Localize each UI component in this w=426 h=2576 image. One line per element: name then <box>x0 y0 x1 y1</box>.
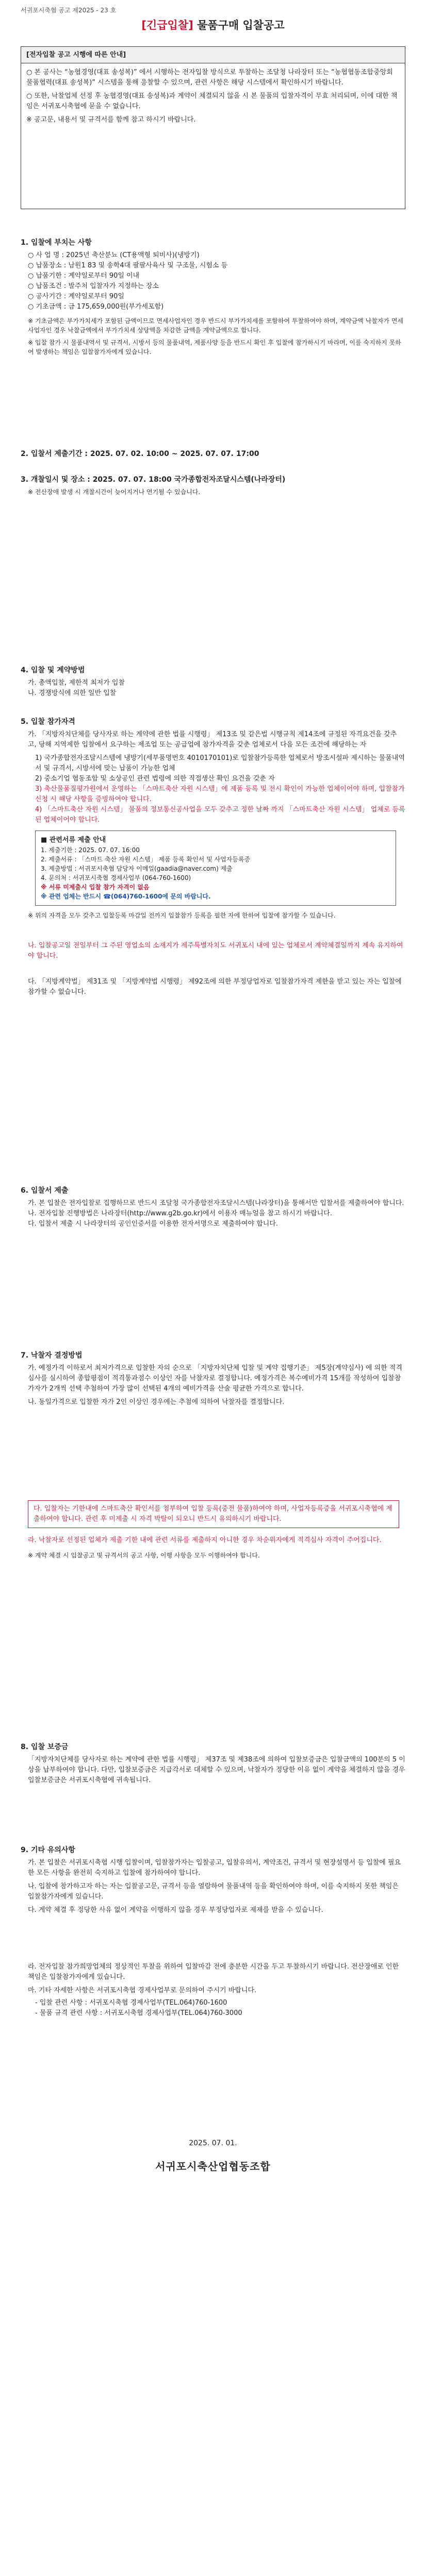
section-4-item: 나. 경쟁방식에 의한 일반 입찰 <box>28 689 117 697</box>
section-5-item: 4) 「스마트축산 자원 시스템」 물품의 정보통신공사업을 모두 갖추고 정한 날짜 까지 「스마트축산 자원 시스템」 업체로 등록된 업체이어야 합니다. <box>35 806 405 824</box>
section-3 <box>21 474 405 497</box>
section-1-item: ○ 기초금액 : 금 175,659,000원(부가세포함) <box>28 303 164 311</box>
section-1-item: ○ 납품장소 : 남원1 83 및 송학4대 팔팔사육사 및 구조물, 시험소 등 <box>28 262 228 269</box>
section-1-note: ※ 입찰 참가 시 물품내역서 및 규격서, 시방서 등의 물품내역, 제품사양 등을 반드시 확인 후 입찰에 참가하시기 바라며, 이를 숙지하지 못하여 발생하는 책임은 입찰참가자에게 있습니다. <box>28 339 401 355</box>
notice-paragraph-2: ○ 또한, 낙찰업체 선정 후 농협경영(대표 송성복)과 계약이 체결되지 않을 시 본 물품의 입찰자격이 무효 처리되며, 이에 대한 책임은 서귀포시축협에 묻을 수 없습니다. <box>26 92 398 110</box>
section-4-heading: 4. 입찰 및 계약방법 <box>21 666 85 674</box>
submission-warning: ※ 서류 미제출시 입찰 참가 자격이 없음 <box>41 884 150 891</box>
notice-paragraph-1: ○ 본 공사는 “농협경영(대표 송성복)” 에서 시행하는 전자입찰 방식으로 투찰하는 조달청 나라장터 또는 “농협협동조합중앙회 물품협력(대표 송성복)” 시스템을 통해 응찰할 수 있으며, 관련 사항은 해당 시스템에서 확인하시기 바랍니다. <box>26 69 393 87</box>
section-1-note: ※ 기초금액은 부가가치세가 포함된 금액이므로 면세사업자인 경우 반드시 부가가치세를 포함하여 투찰하여야 하며, 계약금액 낙찰자가 면세사업자인 경우 낙찰금액에서 부가가치세 상당액을 차감한 금액을 계약금액으로 합니다. <box>28 317 404 334</box>
section-6-item: 나. 전자입찰 진행방법은 나라장터(http://www.g2b.go.kr)에서 이용자 매뉴얼을 참고 하시기 바랍니다. <box>28 1210 332 1217</box>
section-2-heading: 2. 입찰서 제출기간 : 2025. 07. 02. 10:00 ~ 2025. 07. 07. 17:00 <box>21 450 259 458</box>
submission-line: 1. 제출기한 : 2025. 07. 07. 16:00 <box>41 846 140 854</box>
section-7-item: 나. 동일가격으로 입찰한 자가 2인 이상인 경우에는 추첨에 의하여 낙찰자를 결정합니다. <box>28 1398 285 1406</box>
section-5 <box>21 716 405 997</box>
section-5-heading: 5. 입찰 참가자격 <box>21 718 75 726</box>
issuing-organization: 서귀포시축산업협동조합 <box>155 2160 271 2173</box>
section-9 <box>21 1844 405 2019</box>
submission-line: 2. 제출서류 : 「스마트 축산 자원 시스템」 제품 등록 확인서 및 사업자등록증 <box>41 856 251 863</box>
notice-date: 2025. 07. 01. <box>189 2139 237 2147</box>
notice-box-header: [전자입찰 공고 시행에 따른 안내] <box>21 47 405 63</box>
section-6 <box>21 1185 405 1229</box>
section-7 <box>21 1350 405 1560</box>
electronic-bid-notice-box <box>21 46 405 209</box>
section-7-item-ra: 라. 낙찰자로 선정된 업체가 제출 기한 내에 관련 서류를 제출하지 아니한 경우 차순위자에게 적격심사 자격이 주어집니다. <box>28 1536 382 1544</box>
section-9-item: 라. 전자입찰 참가희망업체의 정상적인 투찰을 위하여 입찰마감 전에 충분한 시간을 두고 투찰하시기 바랍니다. 전산장애로 인한 책임은 입찰참가자에게 있습니다. <box>28 1963 399 1981</box>
section-7-heading: 7. 낙찰자 결정방법 <box>21 1351 83 1360</box>
title-main: 물품구매 입찰공고 <box>193 19 285 31</box>
section-6-heading: 6. 입찰서 제출 <box>21 1187 69 1195</box>
section-5-intro: 가. 「지방자치단체를 당사자로 하는 계약에 관한 법률 시행령」 제13조 및 같은법 시행규칙 제14조에 규정된 자격요건을 갖추고, 당해 지역제한 입찰에서 요구하는 제조업 또는 공급업에 참가자격을 갖춘 업체로서 다음 모든 조건에 해당하는 자 <box>28 731 397 749</box>
section-6-item: 가. 본 입찰은 전자입찰로 집행하므로 반드시 조달청 국가종합전자조달시스템(나라장터)을 통해서만 입찰서를 제출하여야 합니다. <box>28 1199 404 1207</box>
submission-line: 4. 문의처 : 서귀포시축협 경제사업부 (064-760-1600) <box>41 874 191 882</box>
section-7-note: ※ 계약 체결 시 입찰공고 및 규격서의 공고 사항, 이행 사항을 모두 이행하여야 합니다. <box>28 1552 260 1559</box>
section-9-item: 마. 기타 자세한 사항은 서귀포시축협 경제사업부로 문의하여 주시기 바랍니다. <box>28 1987 257 1994</box>
section-9-item: 가. 본 입찰은 서귀포시축협 시행 입찰이며, 입찰참가자는 입찰공고, 입찰유의서, 계약조건, 규격서 및 현장설명서 등 입찰에 필요한 모든 사항을 완전히 숙지하고 입찰에 참가하여야 합니다. <box>28 1859 401 1877</box>
section-8-item: 「지방자치단체를 당사자로 하는 계약에 관한 법률 시행령」 제37조 및 제38조에 의하여 입찰보증금은 입찰금액의 100분의 5 이상을 납부하여야 합니다. 다만, 입찰보증금은 지급각서로 대체할 수 있으며, 낙찰자가 정당한 이유 없이 계약을 체결하지 않을 경우 입찰보증금은 서귀포시축협에 귀속됩니다. <box>28 1756 405 1784</box>
section-8-heading: 8. 입찰 보증금 <box>21 1743 69 1751</box>
section-7-red-box <box>28 1500 399 1528</box>
submission-line: 3. 제출방법 : 서귀포시축협 담당자 이메일(gaadia@naver.com) 제출 <box>41 865 233 872</box>
submission-warning: ※ 관련 업체는 반드시 ☎(064)760-1600에 문의 바랍니다. <box>41 893 211 900</box>
section-9-heading: 9. 기타 유의사항 <box>21 1846 75 1854</box>
section-9-item: 나. 입찰에 참가하고자 하는 자는 입찰공고문, 규격서 등을 열람하여 물품내역 등을 확인하여야 하며, 이를 숙지하지 못한 책임은 입찰참가자에게 있습니다. <box>28 1883 399 1901</box>
section-3-note: ※ 전산장애 발생 시 개찰시간이 늦어지거나 연기될 수 있습니다. <box>28 488 201 496</box>
section-4 <box>21 665 405 699</box>
section-5-item-da: 다. 「지방계약법」 제31조 및 「지방계약법 시행령」 제92조에 의한 부정당업자로 입찰참가자격 제한을 받고 있는 자는 입찰에 참가할 수 없습니다. <box>28 978 402 996</box>
section-7-red-text: 다. 입찰자는 기한내에 스마트축산 확인서를 첨부하여 입찰 등록(중전 물품)하여야 하며, 사업자등록증을 서귀포시축협에 제출하여야 합니다. 관련 후 미제출 시 자격 박탈이 되오니 반드시 유의하시기 바랍니다. <box>34 1505 392 1523</box>
section-9-contact: - 입찰 관련 사항 : 서귀포시축협 경제사업부(TEL.064)760-1600 <box>35 1999 227 2007</box>
section-2 <box>21 448 405 462</box>
section-1-item: ○ 납품기한 : 계약일로부터 90일 이내 <box>28 272 140 280</box>
section-1 <box>21 237 405 357</box>
section-5-note: ※ 위의 자격을 모두 갖추고 입찰등록 마감일 전까지 입찰참가 등록을 필한 자에 한하여 입찰에 참가할 수 있습니다. <box>28 912 336 919</box>
section-9-item: 다. 계약 체결 후 정당한 사유 없이 계약을 이행하지 않을 경우 부정당업자로 제재를 받을 수 있습니다. <box>28 1906 323 1914</box>
document-number: 서귀포시축협 공고 제2025 - 23 호 <box>21 7 117 14</box>
section-1-item: ○ 공사기간 : 계약일로부터 90일 <box>28 293 124 300</box>
section-1-heading: 1. 입찰에 부치는 사항 <box>21 239 92 247</box>
section-8 <box>21 1741 405 1786</box>
page-title <box>0 18 426 33</box>
section-5-item: 1) 국가종합전자조달시스템에 냉방기(세부품명번호 4010170101)로 입찰참가등록한 업체로서 방조시설파 제시하는 물품내역서 및 규격서, 시방서에 맞는 납품이 가능한 업체 <box>35 754 405 772</box>
section-4-item: 가. 총액입찰, 제한적 최저가 입찰 <box>28 679 125 687</box>
section-7-item: 가. 예정가격 이하로서 최저가격으로 입찰한 자의 순으로 「지방자치단체 입찰 및 계약 집행기준」 제5장(계약심사) 에 의한 적격심사를 실시하여 종합평점이 적격통과점수 이상인 자를 낙찰자로 결정합니다. 예정가격은 복수예비가격 15개를 작성하여 입찰참가자가 2개씩 선택 추첨하여 가장 많이 선택된 4개의 예비가격을 산술 평균한 가격으로 합니다. <box>28 1364 402 1393</box>
submission-box-title: ■ 관련서류 제출 안내 <box>41 836 106 844</box>
section-9-contact: - 물품 규격 관련 사항 : 서귀포시축협 경제사업부(TEL.064)760-3000 <box>35 2009 242 2017</box>
section-1-item: ○ 사 업 명 : 2025년 축산분뇨 (CT용액형 퇴비사)(냉방기) <box>28 251 200 259</box>
section-6-item: 다. 입찰서 제출 시 나라장터의 공인인증서를 이용한 전자서명으로 제출하여야 합니다. <box>28 1220 278 1228</box>
section-1-item: ○ 납품조건 : 발주처 입찰자가 지정하는 장소 <box>28 282 159 290</box>
section-3-heading: 3. 개찰일시 및 장소 : 2025. 07. 07. 18:00 국가종합전자조달시스템(나라장터) <box>21 476 286 484</box>
notice-paragraph-3: ※ 공고문, 내용서 및 규격서를 함께 참고 하시기 바랍니다. <box>26 116 196 124</box>
title-urgent-tag: [긴급입찰] <box>141 19 193 31</box>
section-5-item: 3) 축산물품질평가원에서 운영하는 「스마트축산 자원 시스템」에 제품 등록 및 전시 확인이 가능한 업체이어야 하며, 입찰참가 신청 시 해당 사항을 증빙하여야 합니다. <box>35 785 405 803</box>
section-5-item: 2) 중소기업 협동조합 및 소상공인 관련 법령에 의한 직접생산 확인 요건을 갖춘 자 <box>35 775 275 783</box>
document-submission-box <box>35 831 396 906</box>
section-5-item-na: 나. 입찰공고일 전일부터 그 주된 영업소의 소재지가 제주특별자치도 서귀포시 내에 있는 업체로서 계약체결일까지 계속 유지하여야 합니다. <box>28 942 403 960</box>
